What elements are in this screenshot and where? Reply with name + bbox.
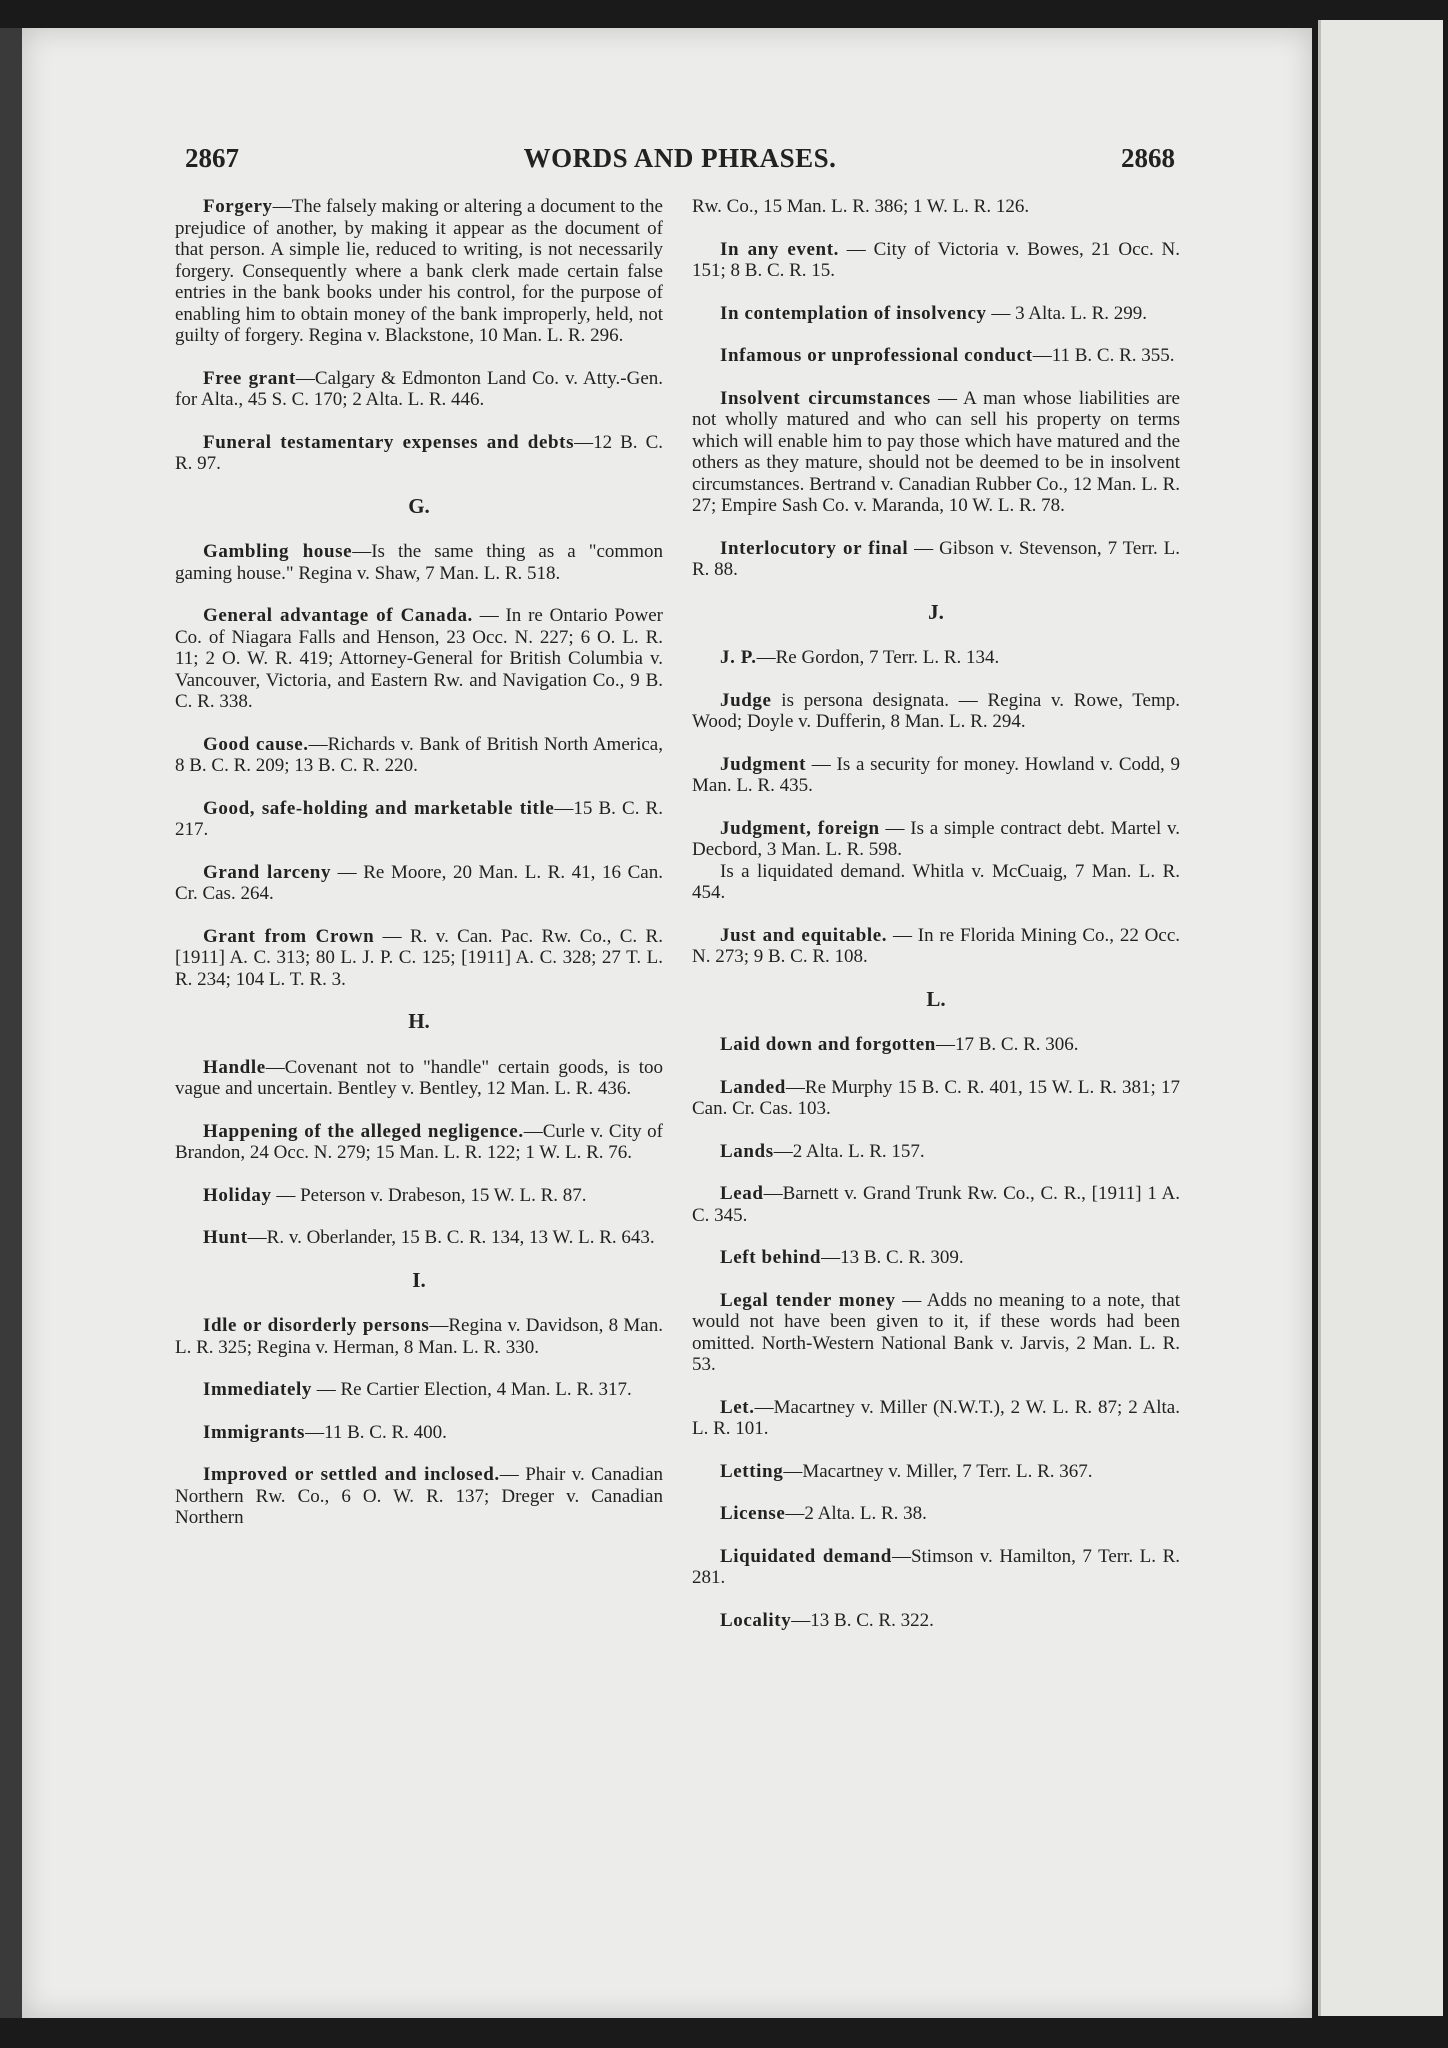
glossary-entry [692,1077,1180,1120]
glossary-entry [175,605,663,713]
entry-term: Grant from Crown [203,925,375,947]
entry-term: Judge [720,689,772,711]
glossary-entry [175,798,663,841]
entry-body: —Calgary & Edmonton Land Co. v. Atty.-Gen. for Alta., 45 S. C. 170; 2 Alta. L. R. 446. [175,367,664,410]
entry-body: —R. v. Oberlander, 15 B. C. R. 134, 13 W. L. R. 643. [247,1227,655,1248]
entry-term: Handle [203,1056,266,1078]
glossary-entry [692,1183,1180,1226]
entry-body: —13 B. C. R. 322. [791,1609,934,1631]
entry-body: —Is the same thing as a "common gaming house." Regina v. Shaw, 7 Man. L. R. 518. [175,541,663,584]
entry-body: — City of Victoria v. Bowes, 21 Occ. N. 151; 8 B. C. R. 15. [692,238,1180,281]
glossary-entry [692,239,1180,282]
entry-body: —11 B. C. R. 400. [305,1421,447,1443]
page-title: WORDS AND PHRASES. [523,143,837,173]
entry-term: Immigrants [203,1421,306,1443]
entry-body: —2 Alta. L. R. 38. [785,1503,927,1524]
glossary-entry [175,1422,663,1444]
entry-term: Immediately [203,1379,312,1400]
entry-body: — Phair v. Canadian Northern Rw. Co., 6 O. W. R. 137; Dreger v. Canadian Northern [175,1464,664,1528]
glossary-entry [175,1121,663,1164]
glossary-entry [175,368,663,411]
entry-body: —Macartney v. Miller, 7 Terr. L. R. 367. [783,1460,1093,1482]
entry-body: —12 B. C. R. 97. [175,431,663,474]
glossary-entry [692,1141,1180,1163]
glossary-entry [175,541,663,584]
glossary-entry [175,196,663,347]
entry-term: Gambling house [203,541,353,562]
entry-body: —Stimson v. Hamilton, 7 Terr. L. R. 281. [692,1545,1180,1588]
entry-term: Funeral testamentary expenses and debts [203,431,575,453]
glossary-entry [175,1464,663,1529]
glossary-entry [692,690,1180,733]
entry-term: Grand larceny [203,861,332,883]
entry-term: Holiday [203,1184,272,1206]
entry-body: —Macartney v. Miller (N.W.T.), 2 W. L. R. 87; 2 Alta. L. R. 101. [692,1396,1180,1439]
entry-term: Left behind [720,1247,822,1268]
glossary-entry [692,1290,1180,1376]
glossary-entry [692,1034,1180,1056]
glossary-entry [175,1315,663,1358]
entry-body: — Is a security for money. Howland v. Codd, 9 Man. L. R. 435. [692,753,1180,796]
entry-term: Happening of the alleged negligence. [203,1120,524,1142]
entry-term: Lands [720,1140,774,1162]
entry-term: Improved or settled and inclosed. [203,1464,500,1485]
glossary-entry [692,1397,1180,1440]
glossary-entry [175,1057,663,1100]
left-page-number: 2867 [185,143,239,173]
section-letter: H. [408,1009,430,1033]
entry-body: is persona designata. — Regina v. Rowe, Temp. Wood; Doyle v. Dufferin, 8 Man. L. R. 294. [692,689,1180,732]
entry-term: Forgery [203,196,273,217]
entry-extra: Is a liquidated demand. Whitla v. McCuaig, 7 Man. L. R. 454. [692,860,1180,903]
section-letter: G. [408,493,430,518]
entry-term: Liquidated demand [720,1545,892,1567]
entry-body: —Covenant not to "handle" certain goods, is too vague and uncertain. Bentley v. Bentley, 12 Man. L. R. 436. [175,1056,663,1099]
entry-term: In contemplation of insolvency [720,302,987,324]
entry-term: Lead [720,1183,764,1204]
entry-term: Locality [720,1609,792,1631]
entry-term: Laid down and forgotten [720,1034,936,1055]
entry-term: J. P. [720,647,757,668]
entry-body: — Gibson v. Stevenson, 7 Terr. L. R. 88. [692,537,1180,580]
entry-body: —11 B. C. R. 355. [1032,345,1175,366]
entry-term: Interlocutory or final [720,537,909,559]
book-spine [0,28,22,2018]
entry-body: — Re Cartier Election, 4 Man. L. R. 317. [311,1379,632,1400]
page-header [185,143,1175,183]
entry-body: — R. v. Can. Pac. Rw. Co., C. R. [1911] A. C. 313; 80 L. J. P. C. 125; [1911] A. C. 328; 27 T. L. R. 234; 104 L. T. R. 3. [175,925,663,990]
glossary-entry [692,303,1180,325]
glossary-entry [175,1185,663,1207]
right-page-number: 2868 [1121,143,1175,173]
entry-term: Landed [720,1076,786,1098]
glossary-entry [692,818,1180,904]
entry-body: —Richards v. Bank of British North America, 8 B. C. R. 209; 13 B. C. R. 220. [175,733,663,776]
entry-body: —15 B. C. R. 217. [175,797,663,840]
entry-body: — 3 Alta. L. R. 299. [986,302,1148,324]
entry-continuation [692,196,1180,218]
glossary-entry [692,538,1180,581]
glossary-entry [175,1379,663,1401]
section-letter: J. [928,599,944,624]
section-letter: L. [926,986,946,1011]
glossary-entry [692,388,1180,517]
entry-term: Good cause. [203,733,309,755]
glossary-entry [692,1546,1180,1589]
entry-term: Infamous or unprofessional conduct [720,345,1033,366]
glossary-entry [692,925,1180,968]
entry-term: Judgment [720,753,807,775]
right-column [692,196,1180,1652]
entry-term: Let. [720,1396,755,1418]
entry-body: — In re Florida Mining Co., 22 Occ. N. 273; 9 B. C. R. 108. [692,924,1180,967]
entry-body: — Peterson v. Drabeson, 15 W. L. R. 87. [271,1184,587,1206]
glossary-entry [175,926,663,991]
entry-body: —The falsely making or altering a document to the prejudice of another, by making it appear as the document of that person. A simple lie, reduced to writing, is not necessarily forgery. Consequently where a bank clerk made certain false entries in the bank books under his control, for the purpose of enabling him to obtain money of the bank improperly, held, not guilty of forgery. Regina v. Blackstone, 10 Man. L. R. 296. [175,196,663,346]
entry-body: —Curle v. City of Brandon, 24 Occ. N. 279; 15 Man. L. R. 122; 1 W. L. R. 76. [175,1120,663,1163]
glossary-entry [692,1503,1180,1525]
entry-term: Just and equitable. [720,924,888,946]
facing-page-edge [1318,20,1443,2016]
entry-body: — A man whose liabilities are not wholly matured and who can sell his property on terms which will enable him to pay those which have matured and the others as they mature, should not be deemed to be in insolvent circumstances. Bertrand v. Canadian Rubber Co., 12 Man. L. R. 27; Empire Sash Co. v. Maranda, 10 W. L. R. 78. [692,387,1180,516]
entry-term: Letting [720,1460,784,1482]
entry-body: Rw. Co., 15 Man. L. R. 386; 1 W. L. R. 126. [692,196,1030,217]
glossary-entry [175,862,663,905]
glossary-entry [692,754,1180,797]
glossary-entry [692,1610,1180,1632]
entry-body: —Re Gordon, 7 Terr. L. R. 134. [756,647,1000,668]
entry-term: General advantage of Canada. [203,605,473,626]
entry-body: —13 B. C. R. 309. [821,1247,964,1268]
entry-body: — Adds no meaning to a note, that would not have been given to it, if these words had been omitted. North-Western National Bank v. Jarvis, 2 Man. L. R. 53. [692,1289,1181,1375]
glossary-entry [175,432,663,475]
entry-body: —2 Alta. L. R. 157. [773,1140,925,1162]
glossary-entry [175,734,663,777]
entry-body: —Re Murphy 15 B. C. R. 401, 15 W. L. R. 381; 17 Can. Cr. Cas. 103. [692,1076,1180,1119]
entry-term: License [720,1503,786,1524]
entry-term: Hunt [203,1227,248,1248]
entry-body: —Barnett v. Grand Trunk Rw. Co., C. R., [1911] 1 A. C. 345. [692,1183,1180,1226]
entry-term: Good, safe-holding and marketable title [203,797,555,819]
glossary-entry [692,647,1180,669]
section-letter: I. [412,1267,426,1292]
entry-body: — Is a simple contract debt. Martel v. Decbord, 3 Man. L. R. 598. [692,817,1181,860]
entry-body: —Regina v. Davidson, 8 Man. L. R. 325; Regina v. Herman, 8 Man. L. R. 330. [175,1315,663,1358]
entry-body: — Re Moore, 20 Man. L. R. 41, 16 Can. Cr. Cas. 264. [175,861,663,904]
glossary-entry [692,1247,1180,1269]
glossary-entry [692,1461,1180,1483]
left-column [175,196,663,1550]
entry-term: Idle or disorderly persons [203,1315,430,1336]
entry-term: Judgment, foreign [720,817,880,839]
entry-term: Free grant [203,367,296,389]
entry-body: —17 B. C. R. 306. [935,1034,1079,1055]
glossary-entry [175,1227,663,1249]
glossary-entry [692,345,1180,367]
entry-term: Insolvent circumstances [720,387,931,409]
entry-body: — In re Ontario Power Co. of Niagara Falls and Henson, 23 Occ. N. 227; 6 O. L. R. 11; 2 O. W. R. 419; Attorney-General for British Columbia v. Vancouver, Victoria, and Eastern Rw. and Navigation Co., 9 B. C. R. 338. [175,605,663,712]
entry-term: In any event. [720,238,839,260]
entry-term: Legal tender money [720,1289,896,1311]
